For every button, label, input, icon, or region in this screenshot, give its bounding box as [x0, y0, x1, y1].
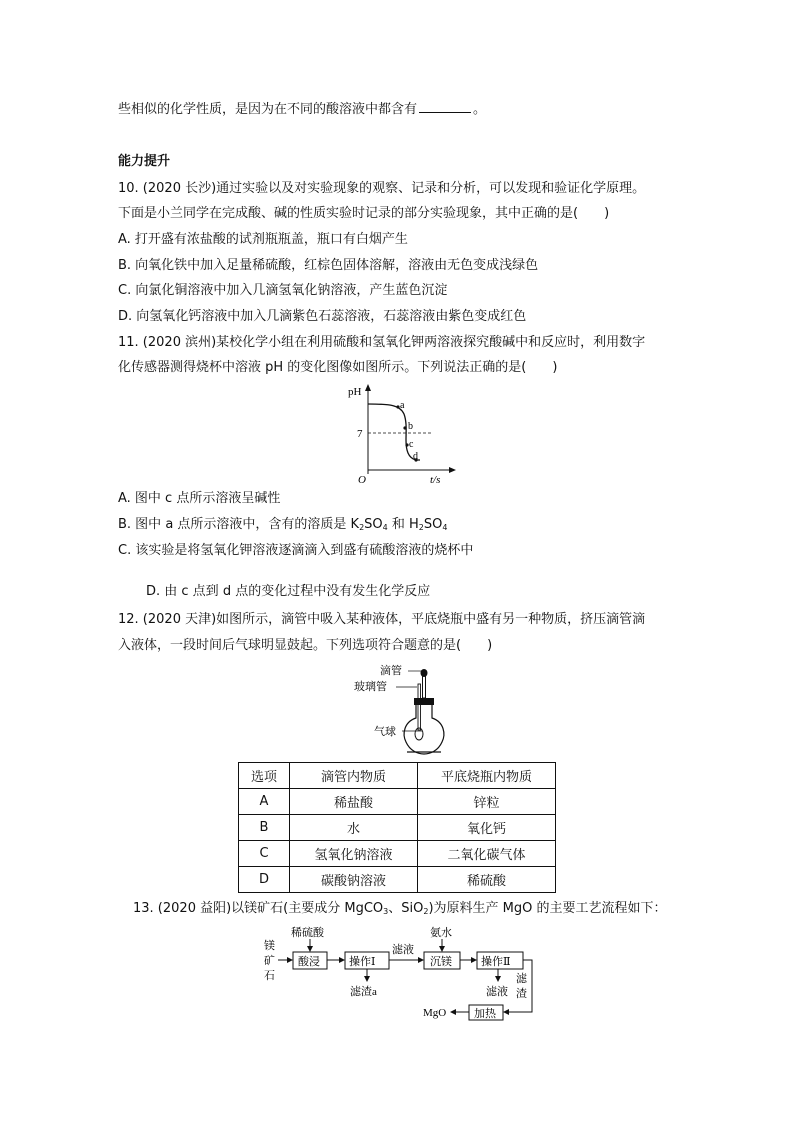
balloon-label: 气球: [374, 726, 396, 738]
section-heading: 能力提升: [118, 154, 171, 169]
table-row: [239, 841, 556, 867]
dropper-label: 滴管: [380, 665, 402, 677]
q10-line1: 10. (2020 长沙)通过实验以及对实验现象的观察、记录和分析，可以发现和验证化学原理。: [118, 181, 646, 196]
q11-option-d[interactable]: D. 由 c 点到 d 点的变化过程中没有发生化学反应: [146, 584, 431, 599]
process-flow-diagram: [258, 922, 548, 1022]
residue-char-1: 滤: [516, 973, 527, 985]
table-cell: A: [239, 789, 290, 815]
table-row: [239, 867, 556, 893]
q11-line1: 11. (2020 滨州)某校化学小组在利用硫酸和氢氧化钾两溶液探究酸碱中和反应时，利用数字: [118, 335, 646, 350]
table-cell: 稀盐酸: [290, 789, 418, 815]
flask-apparatus: [352, 662, 452, 758]
stopper: [414, 698, 434, 705]
sub-2b: 2: [418, 523, 424, 532]
q11-option-a[interactable]: A. 图中 c 点所示溶液呈碱性: [118, 491, 281, 506]
q12-line2: 入液体，一段时间后气球明显鼓起。下列选项符合题意的是( ): [118, 638, 493, 653]
q10-option-a[interactable]: A. 打开盛有浓盐酸的试剂瓶瓶盖，瓶口有白烟产生: [118, 232, 408, 247]
ph-graph: [340, 382, 460, 486]
q10-option-b[interactable]: B. 向氧化铁中加入足量稀硫酸，红棕色固体溶解，溶液由无色变成浅绿色: [118, 258, 539, 273]
q12-options-table: [238, 762, 556, 893]
q13-text-c: )为原料生产 MgO 的主要工艺流程如下：: [428, 901, 667, 916]
table-cell: 氢氧化钠溶液: [290, 841, 418, 867]
point-a-label: a: [400, 400, 405, 411]
table-cell: B: [239, 815, 290, 841]
so-a: SO: [364, 517, 383, 532]
op2-label: 操作Ⅱ: [481, 956, 511, 968]
table-cell: 二氧化碳气体: [418, 841, 556, 867]
table-header: 平底烧瓶内物质: [418, 763, 556, 789]
answer-blank[interactable]: [419, 100, 471, 113]
filtrate-label: 滤液: [392, 944, 414, 956]
table-cell: 锌粒: [418, 789, 556, 815]
ph7-tick-label: 7: [357, 428, 363, 440]
table-header: 选项: [239, 763, 290, 789]
continuation-text: 些相似的化学性质，是因为在不同的酸溶液中都含有: [118, 102, 418, 117]
q13-text-b: 、SiO: [388, 901, 424, 916]
precip-label: 沉镁: [430, 956, 452, 968]
so-b: SO: [423, 517, 443, 532]
x-axis-label: t/s: [430, 474, 441, 486]
q11-option-b-text: B. 图中 a 点所示溶液中，含有的溶质是 K: [118, 517, 360, 532]
continuation-line: [118, 100, 486, 119]
table-cell: 水: [290, 815, 418, 841]
ore-char-3: 石: [264, 970, 275, 982]
and-h: 和 H: [387, 517, 419, 532]
continuation-end: 。: [473, 102, 487, 117]
glass-tube: [418, 684, 421, 730]
table-cell: 稀硫酸: [418, 867, 556, 893]
q10-option-c[interactable]: C. 向氯化铜溶液中加入几滴氢氧化钠溶液，产生蓝色沉淀: [118, 283, 448, 298]
filtrate2-label: 滤液: [486, 986, 508, 998]
q11-option-c[interactable]: C. 该实验是将氢氧化钾溶液逐滴滴入到盛有硫酸溶液的烧杯中: [118, 543, 474, 558]
table-cell: 碳酸钠溶液: [290, 867, 418, 893]
y-axis-arrow: [365, 384, 371, 391]
sub-3: 3: [383, 907, 389, 916]
heat-label: 加热: [474, 1008, 496, 1020]
table-header: 滴管内物质: [290, 763, 418, 789]
glass-tube-label: 玻璃管: [354, 681, 387, 693]
q12-line1: 12. (2020 天津)如图所示，滴管中吸入某种液体，平底烧瓶中盛有另一种物质，挤压滴管滴: [118, 612, 646, 627]
q10-line2: 下面是小兰同学在完成酸、碱的性质实验时记录的部分实验现象，其中正确的是( ): [118, 206, 610, 221]
table-cell: D: [239, 867, 290, 893]
acid-label: 稀硫酸: [291, 927, 324, 939]
sub-2: 2: [423, 907, 429, 916]
op1-label: 操作Ⅰ: [349, 956, 376, 968]
table-row: [239, 815, 556, 841]
q11-option-b[interactable]: [118, 516, 447, 537]
point-b-label: b: [408, 421, 413, 432]
ore-char-2: 矿: [264, 955, 275, 967]
ore-char-1: 镁: [264, 940, 275, 952]
q13-line1: [133, 900, 667, 921]
origin-label: O: [358, 474, 366, 486]
dropper-tube: [423, 676, 426, 698]
table-cell: 氧化钙: [418, 815, 556, 841]
q10-option-d[interactable]: D. 向氢氧化钙溶液中加入几滴紫色石蕊溶液，石蕊溶液由紫色变成红色: [118, 309, 527, 324]
q13-text-a: 13. (2020 益阳)以镁矿石(主要成分 MgCO: [133, 901, 384, 916]
flat-bottom-flask: [404, 705, 444, 754]
point-c-label: c: [409, 439, 414, 450]
point-b-dot: [403, 426, 406, 429]
product-label: MgO: [423, 1007, 447, 1019]
sub-2a: 2: [359, 523, 365, 532]
point-d-label: d: [413, 451, 418, 462]
leach-label: 酸浸: [298, 956, 320, 968]
q11-line2: 化传感器测得烧杯中溶液 pH 的变化图像如图所示。下列说法正确的是( ): [118, 360, 558, 375]
table-cell: C: [239, 841, 290, 867]
residue-a-label: 滤渣a: [350, 986, 377, 998]
sub-4a: 4: [382, 523, 388, 532]
sub-4b: 4: [442, 523, 448, 532]
ammonia-label: 氨水: [430, 927, 452, 939]
table-header-row: [239, 763, 556, 789]
table-row: [239, 789, 556, 815]
residue-char-2: 渣: [516, 988, 527, 1000]
x-axis-arrow: [449, 467, 456, 473]
y-axis-label: pH: [348, 386, 362, 398]
